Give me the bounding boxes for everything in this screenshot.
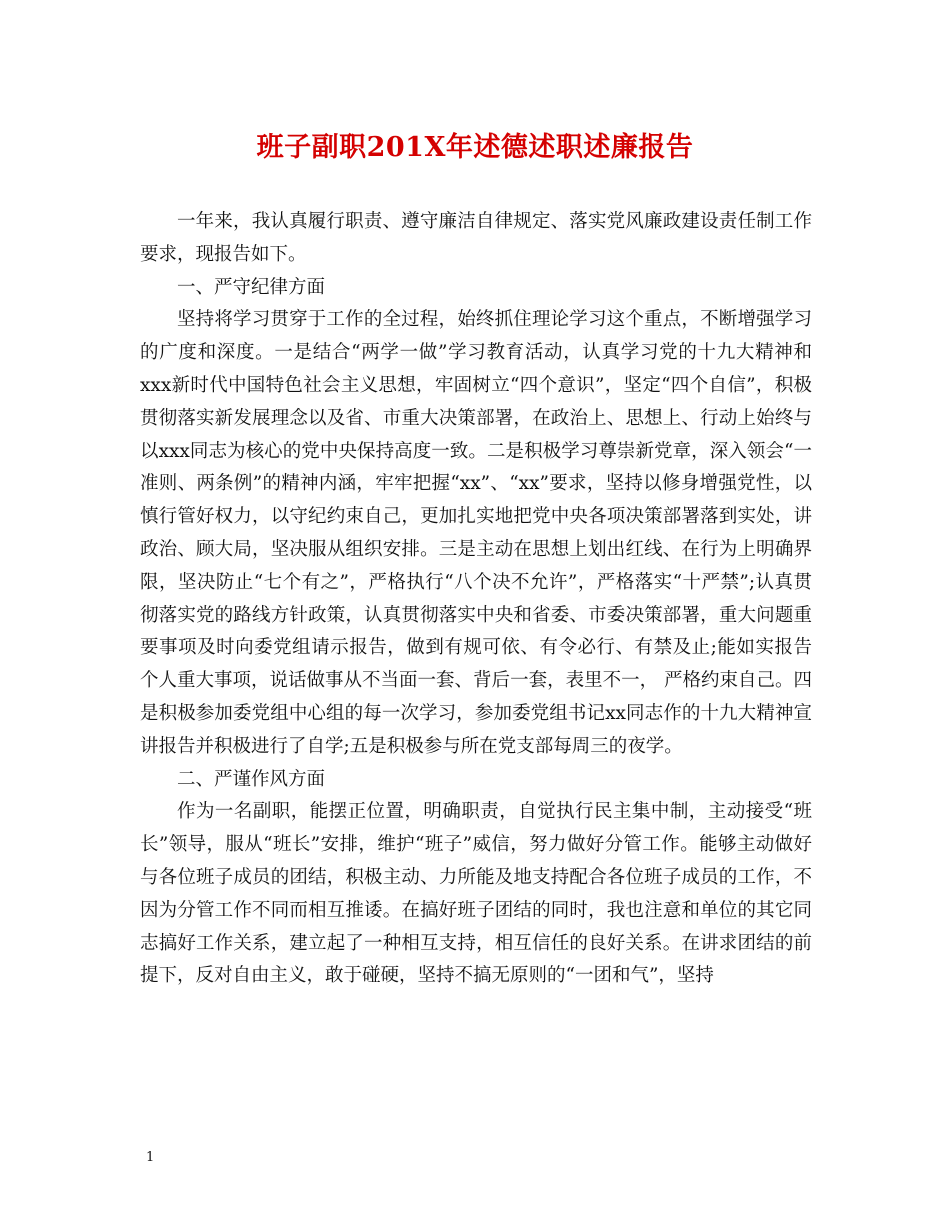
document-body (140, 206, 812, 993)
intro-paragraph: 一年来，我认真履行职责、遵守廉洁自律规定、落实党风廉政建设责任制工作要求，现报告如下。 (140, 211, 812, 265)
page-number: 1 (146, 1150, 155, 1165)
section-body-discipline: 坚持将学习贯穿于工作的全过程，始终抓住理论学习这个重点，不断增强学习的广度和深度。一是结合“两学一做”学习教育活动，认真学习党的十九大精神和xxx新时代中国特色社会主义思想，牢固树立“四个意识”，坚定“四个自信”，积极贯彻落实新发展理念以及省、市重大决策部署，在政治上、思想上、行动上始终与以xxx同志为核心的党中央保持高度一致。二是积极学习尊崇新党章，深入领会“一准则、两条例”的精神内涵，牢牢把握“xx”、“xx”要求，坚持以修身增强党性，以慎行管好权力，以守纪约束自己，更加扎实地把党中央各项决策部署落到实处，讲政治、顾大局，坚决服从组织安排。三是主动在思想上划出红线、在行为上明确界限，坚决防止“七个有之”，严格执行“八个决不允许”，严格落实“十严禁”;认真贯彻落实党的路线方针政策，认真贯彻落实中央和省委、市委决策部署，重大问题重要事项及时向委党组请示报告，做到有规可依、有令必行、有禁及止;能如实报告个人重大事项，说话做事从不当面一套、背后一套，表里不一， 严格约束自己。四是积极参加委党组中心组的每一次学习，参加委党组书记xx同志作的十九大精神宣讲报告并积极进行了自学;五是积极参与所在党支部每周三的夜学。 (140, 309, 812, 757)
section-heading-style: 二、严谨作风方面 (177, 768, 326, 790)
document-title: 班子副职201X年述德述职述廉报告 (256, 132, 694, 163)
section-heading-discipline: 一、严守纪律方面 (177, 276, 326, 298)
section-body-style: 作为一名副职，能摆正位置，明确职责，自觉执行民主集中制，主动接受“班长”领导，服从“班长”安排，维护“班子”威信，努力做好分管工作。能够主动做好与各位班子成员的团结，积极主动、力所能及地支持配合各位班子成员的工作，不因为分管工作不同而相互推诿。在搞好班子团结的同时，我也注意和单位的其它同志搞好工作关系，建立起了一种相互支持，相互信任的良好关系。在讲求团结的前提下，反对自由主义，敢于碰硬，坚持不搞无原则的“一团和气”，坚持 (140, 801, 812, 987)
